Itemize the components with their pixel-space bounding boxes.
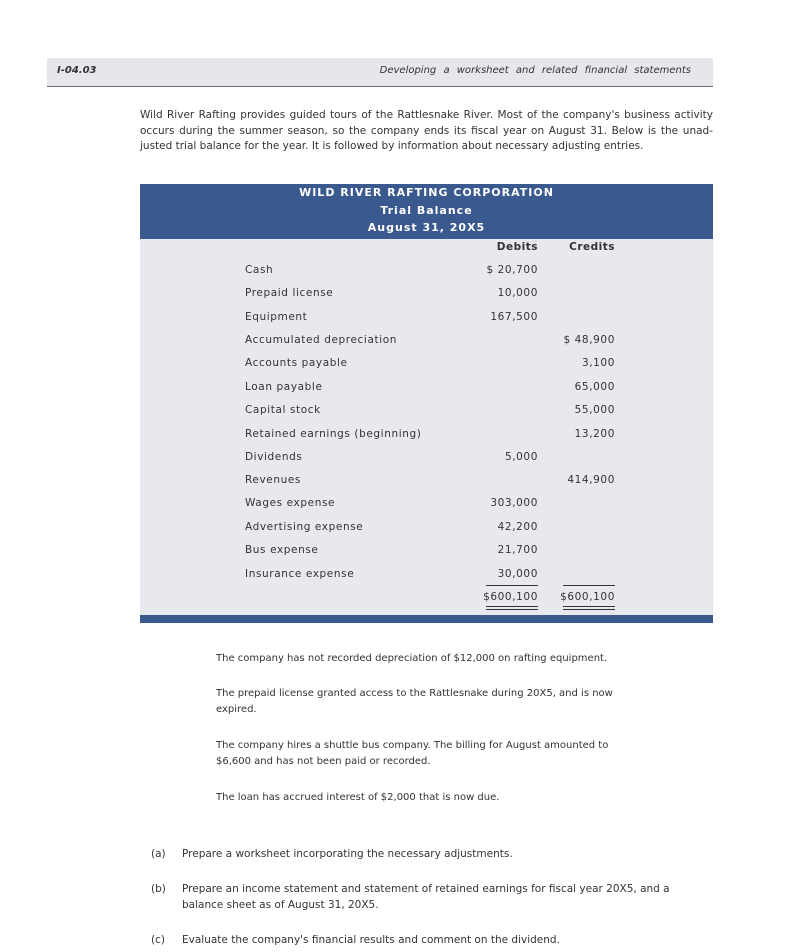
- debit-amount: 30,000: [497, 568, 538, 580]
- question-label: (c): [151, 934, 165, 946]
- debit-amount: 21,700: [497, 544, 538, 556]
- table-row: [140, 451, 713, 471]
- table-row: [140, 311, 713, 331]
- question-text: Evaluate the company's financial results and comment on the dividend.: [182, 934, 560, 946]
- debit-total-double-rule: [486, 606, 538, 610]
- account-name: Dividends: [245, 451, 303, 463]
- credit-amount: 65,000: [574, 381, 615, 393]
- table-row: [140, 404, 713, 424]
- problem-code: I-04.03: [57, 65, 97, 76]
- table-row: [140, 497, 713, 517]
- account-name: Cash: [245, 264, 274, 276]
- credit-total-double-rule: [563, 606, 615, 610]
- account-name: Advertising expense: [245, 521, 364, 533]
- table-row: [140, 381, 713, 401]
- table-row: [140, 544, 713, 564]
- account-name: Equipment: [245, 311, 308, 323]
- intro-paragraph: Wild River Rafting provides guided tours of the Rattlesnake River. Most of the company's business activity occurs during the summer season, so the company ends its fiscal year on August 31. Below is the unad-justed trial balance for the year. It is followed by information about necessary adjusting entries.: [140, 109, 713, 152]
- account-name: Accumulated depreciation: [245, 334, 397, 346]
- credit-amount: $ 48,900: [563, 334, 615, 346]
- page-header: [47, 58, 713, 87]
- table-row: [140, 334, 713, 354]
- table-row: [140, 474, 713, 494]
- table-row: [140, 287, 713, 307]
- table-row: [140, 357, 713, 377]
- debits-column-header: Debits: [496, 241, 538, 253]
- statement-name: Trial Balance: [380, 203, 473, 217]
- credit-amount: 3,100: [581, 357, 615, 369]
- debit-amount: $ 20,700: [486, 264, 538, 276]
- trial-balance-header: [140, 184, 713, 239]
- account-name: Accounts payable: [245, 357, 348, 369]
- debit-amount: 42,200: [497, 521, 538, 533]
- debit-amount: 10,000: [497, 287, 538, 299]
- question-text: Prepare a worksheet incorporating the necessary adjustments.: [182, 848, 513, 860]
- debit-amount: 167,500: [490, 311, 538, 323]
- trial-balance-body: [140, 239, 713, 615]
- adjustment-note: The loan has accrued interest of $2,000 that is now due.: [216, 792, 500, 803]
- totals-row: [140, 591, 713, 611]
- account-name: Bus expense: [245, 544, 319, 556]
- credit-amount: 414,900: [567, 474, 615, 486]
- credits-column-header: Credits: [569, 241, 615, 253]
- debit-subtotal-rule: [486, 585, 538, 586]
- adjustment-note: The company hires a shuttle bus company. The billing for August amounted to $6,600 and has not been paid or recorded.: [216, 740, 609, 767]
- account-name: Insurance expense: [245, 568, 355, 580]
- account-name: Prepaid license: [245, 287, 334, 299]
- table-row: [140, 428, 713, 448]
- adjustment-note: The company has not recorded depreciation of $12,000 on rafting equipment.: [216, 653, 608, 664]
- credit-amount: 13,200: [574, 428, 615, 440]
- question-label: (b): [151, 883, 166, 895]
- account-name: Wages expense: [245, 497, 336, 509]
- total-credits: $600,100: [560, 591, 615, 603]
- question-text: Prepare an income statement and statement of retained earnings for fiscal year 20X5, and a balance sheet as of August 31, 20X5.: [182, 883, 670, 911]
- question-label: (a): [151, 848, 166, 860]
- trial-balance-footer-bar: [140, 615, 713, 623]
- table-row: [140, 264, 713, 284]
- credit-amount: 55,000: [574, 404, 615, 416]
- debit-amount: 5,000: [504, 451, 538, 463]
- table-row: [140, 568, 713, 588]
- problem-title: Developing a worksheet and related financial statements: [379, 65, 691, 76]
- company-name: WILD RIVER RAFTING CORPORATION: [299, 186, 554, 199]
- credit-subtotal-rule: [563, 585, 615, 586]
- account-name: Retained earnings (beginning): [245, 428, 422, 440]
- account-name: Loan payable: [245, 381, 323, 393]
- table-row: [140, 521, 713, 541]
- total-debits: $600,100: [483, 591, 538, 603]
- account-name: Revenues: [245, 474, 301, 486]
- debit-amount: 303,000: [490, 497, 538, 509]
- account-name: Capital stock: [245, 404, 321, 416]
- statement-date: August 31, 20X5: [367, 221, 486, 234]
- adjustment-note: The prepaid license granted access to the Rattlesnake during 20X5, and is now expired.: [216, 688, 613, 715]
